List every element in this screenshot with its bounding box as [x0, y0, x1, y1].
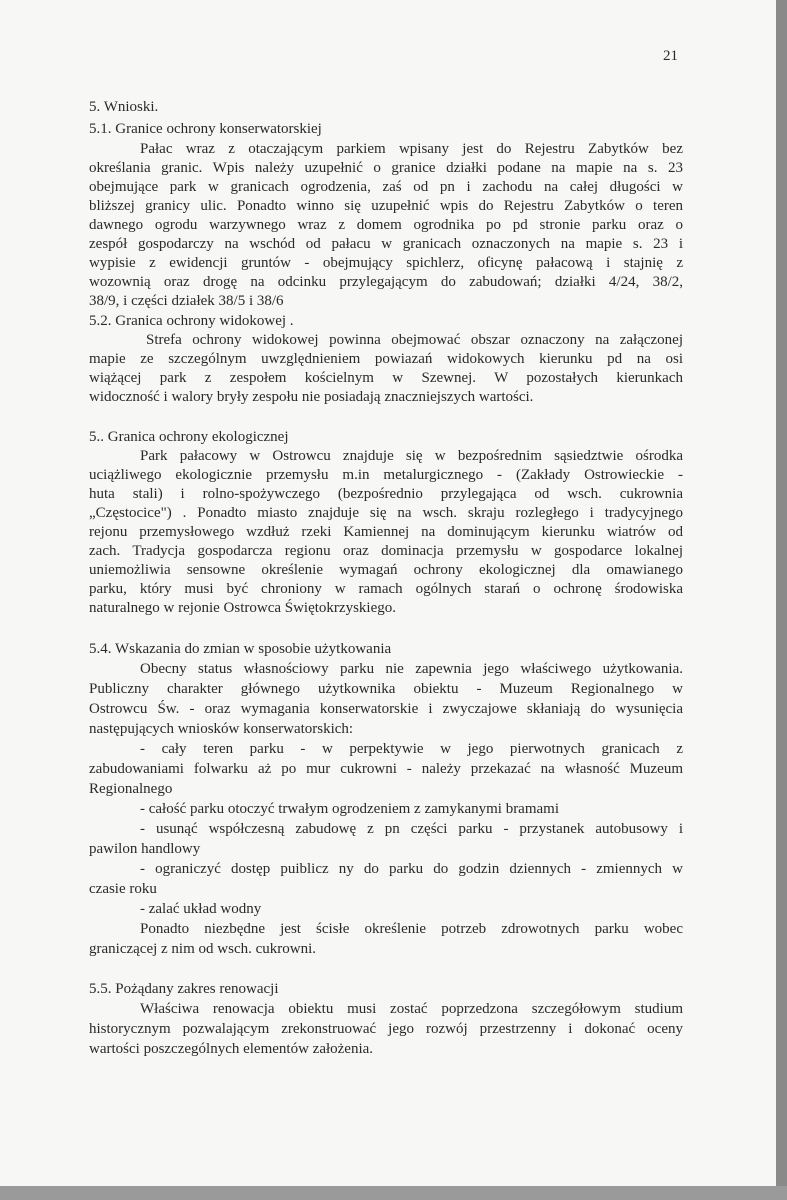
- text-line: Publiczny charakter głównego użytkownika obiektu - Muzeum Regionalnego w: [89, 681, 683, 697]
- list-item: - ograniczyć dostęp puiblicz ny do parku do godzin dziennych - zmiennych w: [140, 861, 683, 877]
- text-line: „Częstocice") . Ponadto miasto znajduje się na wsch. skraju rozległego i tradycyjnego: [89, 505, 683, 521]
- list-item: - całość parku otoczyć trwałym ogrodzeniem z zamykanymi bramami: [140, 801, 560, 817]
- text-line: Obecny status własnościowy parku nie zapewnia jego właściwego użytkowania.: [140, 661, 683, 677]
- text-line: zach. Tradycja gospodarcza regionu oraz dominacja przemysłu w gospodarce lokalnej: [89, 543, 683, 559]
- text-line: czasie roku: [89, 881, 157, 897]
- text-line: Strefa ochrony widokowej powinna obejmować obszar oznaczony na załączonej: [146, 332, 683, 348]
- list-item: - zalać układ wodny: [140, 901, 262, 917]
- text-line: wiążącej park z zespołem kościelnym w Szewnej. W pozostałych kierunkach: [89, 370, 683, 386]
- text-line: obejmujące park w granicach ogrodzenia, zaś od pn i zachodu na całej długości w: [89, 179, 683, 195]
- text-line: mapie ze szczególnym uwzględnieniem powiazań widokowych kierunku pd na osi: [89, 351, 683, 367]
- text-line: uniemożliwia sensowne określenie wymagań ochrony ekologicznej dla omawianego: [89, 562, 683, 578]
- subsection-heading: 5.5. Pożądany zakres renowacji: [89, 981, 279, 997]
- text-line: historycznym pozwalającym zrekonstruować jego rozwój przestrzenny i dokonać oceny: [89, 1021, 683, 1037]
- text-line: Pałac wraz z otaczającym parkiem wpisany jest do Rejestru Zabytków bez: [140, 141, 683, 157]
- scan-edge-right: [776, 0, 787, 1200]
- list-item: - cały teren parku - w perpektywie w jego pierwotnych granicach z: [140, 741, 683, 757]
- list-item: - usunąć współczesną zabudowę z pn części parku - przystanek autobusowy i: [140, 821, 683, 837]
- text-line: graniczącej z nim od wsch. cukrowni.: [89, 941, 316, 957]
- text-line: następujących wniosków konserwatorskich:: [89, 721, 354, 737]
- text-line: rejonu przemysłowego wzdłuż rzeki Kamiennej na dominującym kierunku wiatrów od: [89, 524, 683, 540]
- text-line: widoczność i walory bryły zespołu nie posiadają znaczniejszych wartości.: [89, 389, 534, 405]
- subsection-heading: 5.1. Granice ochrony konserwatorskiej: [89, 121, 322, 137]
- section-heading: 5. Wnioski.: [89, 99, 159, 115]
- text-line: określania granic. Wpis należy uzupełnić o granice działki podane na mapie na s. 23: [89, 160, 683, 176]
- text-line: pawilon handlowy: [89, 841, 201, 857]
- text-line: Park pałacowy w Ostrowcu znajduje się w bezpośrednim sąsiedztwie ośrodka: [140, 448, 683, 464]
- text-line: 38/9, i części działek 38/5 i 38/6: [89, 293, 284, 309]
- text-line: huta stali) i rolno-spożywczego (bezpośrednio przylegająca od wsch. cukrownia: [89, 486, 683, 502]
- text-line: Właściwa renowacja obiektu musi zostać poprzedzona szczegółowym studium: [140, 1001, 683, 1017]
- text-line: Ponadto niezbędne jest ścisłe określenie potrzeb zdrowotnych parku wobec: [140, 921, 683, 937]
- text-line: naturalnego w rejonie Ostrowca Świętokrzyskiego.: [89, 600, 396, 616]
- text-line: uciążliwego ekologicznie przemysłu m.in metalurgicznego - (Zakłady Ostrowieckie -: [89, 467, 683, 483]
- text-line: wozownią oraz drogę na odcinku przylegającym do zabudowań; działki 4/24, 38/2,: [89, 274, 683, 290]
- text-line: bliższej granicy ulic. Ponadto winno się uzupełnić wpis do Rejestru Zabytków o teren: [89, 198, 683, 214]
- text-line: Ostrowcu Św. - oraz wymagania konserwatorskie i zwyczajowe skłaniają do wysunięcia: [89, 701, 683, 717]
- scan-edge-bottom: [0, 1186, 787, 1200]
- subsection-heading: 5.2. Granica ochrony widokowej .: [89, 313, 294, 329]
- subsection-heading: 5.4. Wskazania do zmian w sposobie użytkowania: [89, 641, 392, 657]
- text-line: parku, który musi być chroniony w ramach ogólnych starań o ochronę środowiska: [89, 581, 683, 597]
- text-line: wartości poszczególnych elementów założenia.: [89, 1041, 374, 1057]
- page-number: 21: [663, 48, 678, 64]
- text-line: zabudowaniami folwarku aż po mur cukrowni - należy przekazać na własność Muzeum: [89, 761, 683, 777]
- text-line: dawnego ogrodu warzywnego wraz z domem ogrodnika po pd stronie parku oraz o: [89, 217, 683, 233]
- text-line: wypisie z ewidencji gruntów - obejmujący spichlerz, oficynę pałacową i stajnię z: [89, 255, 683, 271]
- text-line: zespół gospodarczy na wschód od pałacu w granicach oznaczonych na mapie s. 23 i: [89, 236, 683, 252]
- subsection-heading: 5.. Granica ochrony ekologicznej: [89, 429, 289, 445]
- text-line: Regionalnego: [89, 781, 173, 797]
